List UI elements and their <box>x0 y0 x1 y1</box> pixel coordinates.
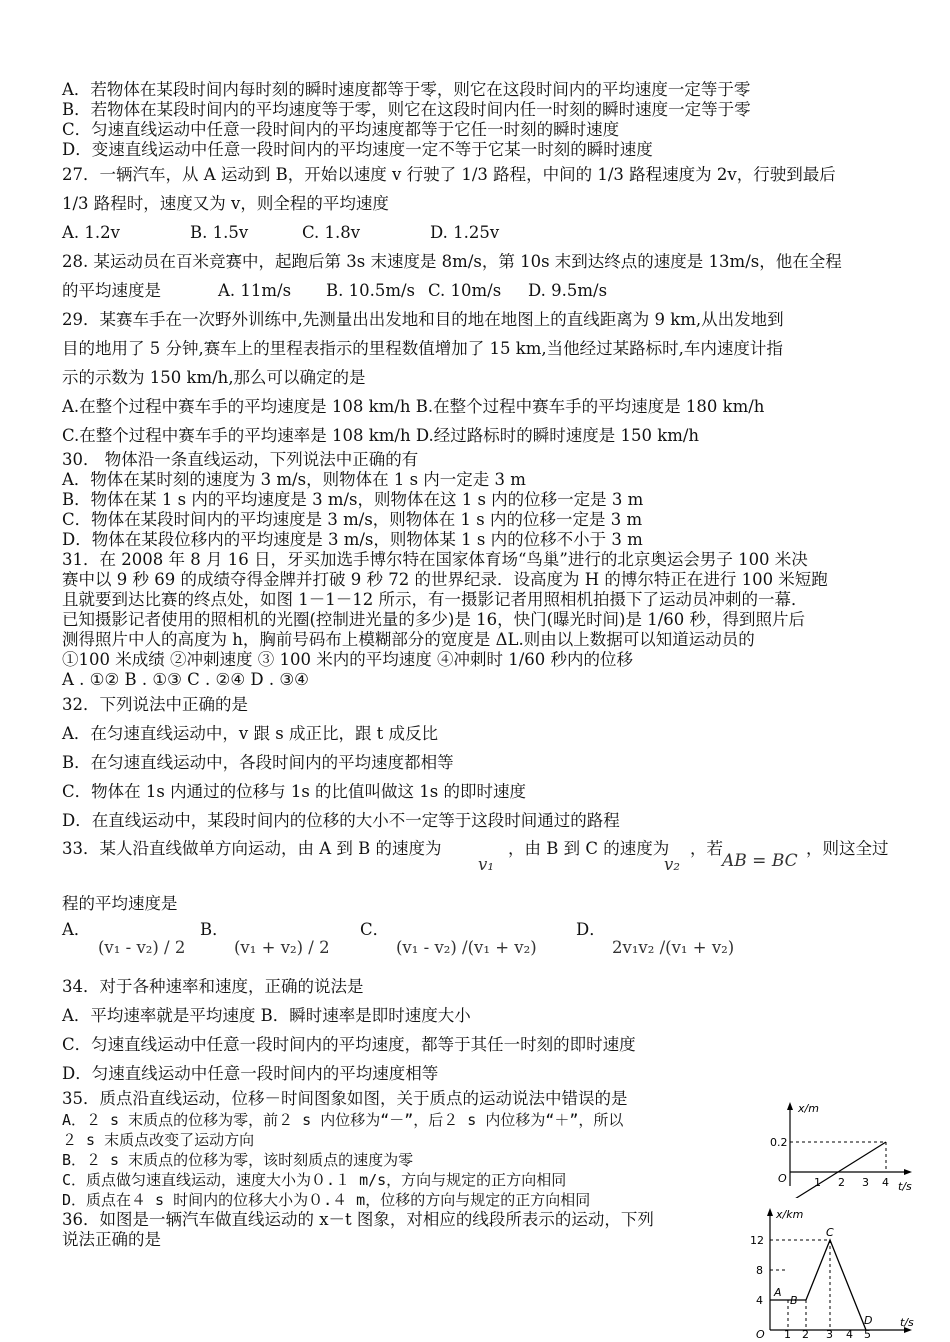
q30-option-d: D．物体在某段位移内的平均速度是 3 m/s，则物体某 1 s 内的位移不小于 3 m <box>62 530 643 549</box>
q32-option-a: A．在匀速直线运动中，v 跟 s 成正比，跟 t 成反比 <box>62 724 439 743</box>
q33-stem-2: 程的平均速度是 <box>62 894 178 913</box>
q30-option-a: A．物体在某时刻的速度为 3 m/s，则物体在 1 s 内一定走 3 m <box>62 470 526 489</box>
q36-tick-4: 4 <box>756 1294 763 1307</box>
q35-option-a-2: ２ s 末质点改变了运动方向 <box>62 1131 255 1149</box>
q35-y-arrow <box>787 1102 793 1110</box>
q32-option-b: B．在匀速直线运动中，各段时间内的平均速度都相等 <box>62 753 454 772</box>
q33-option-a: A． <box>62 920 91 939</box>
q35-tick-3: 3 <box>862 1176 869 1189</box>
q34-option-c: C．匀速直线运动中任意一段时间内的平均速度，都等于其任一时刻的即时速度 <box>62 1035 636 1054</box>
q27-stem-2: 1/3 路程时，速度又为 v，则全程的平均速度 <box>62 194 389 213</box>
q35-x-arrow <box>904 1169 912 1175</box>
q31-options: A . ①② B . ①③ C . ②④ D . ③④ <box>62 670 309 689</box>
q35-option-c: C．质点做匀速直线运动，速度大小为０.１ m/s，方向与规定的正方向相同 <box>62 1171 567 1189</box>
q35-tick-1: 1 <box>814 1176 821 1189</box>
q33-v2: v₂ <box>664 855 680 874</box>
q34-option-d: D．匀速直线运动中任意一段时间内的平均速度相等 <box>62 1064 439 1083</box>
q35-option-d: D．质点在４ s 时间内的位移大小为０.４ m，位移的方向与规定的正方向相同 <box>62 1191 591 1209</box>
q27-option-b: B. 1.5v <box>190 223 249 242</box>
q35-origin: O <box>778 1172 787 1185</box>
q36-tick-t3: 3 <box>826 1328 833 1340</box>
q35-option-a-1: A．２ s 末质点的位移为零，前２ s 内位移为“－”，后２ s 内位移为“＋”，所以 <box>62 1111 624 1129</box>
q26-option-d: D．变速直线运动中任意一段时间内的平均速度一定不等于它某一时刻的瞬时速度 <box>62 140 653 159</box>
q27-option-c: C. 1.8v <box>302 223 361 242</box>
q36-origin: O <box>756 1328 765 1340</box>
q32-option-c: C．物体在 1s 内通过的位移与 1s 的比值叫做这 1s 的即时速度 <box>62 782 526 801</box>
q33-option-c: C． <box>360 920 390 939</box>
q31-line-2: 赛中以 9 秒 69 的成绩夺得金牌并打破 9 秒 72 的世界纪录．设高度为 H 的博尔特正在进行 100 米短跑 <box>62 570 828 589</box>
q33-v1: v₁ <box>478 855 494 874</box>
q29-options-ab: A.在整个过程中赛车手的平均速度是 108 km/h B.在整个过程中赛车手的平均速度是 180 km/h <box>62 397 765 416</box>
q35-ylabel: x/m <box>798 1102 819 1115</box>
question-sheet <box>62 80 892 1250</box>
q27-stem-1: 27．一辆汽车，从 A 运动到 B，开始以速度 v 行驶了 1/3 路程，中间的 1/3 路程速度为 2v，行驶到最后 <box>62 165 836 184</box>
q33-option-b: B． <box>200 920 229 939</box>
q26-option-b: B．若物体在某段时间内的平均速度等于零，则它在这段时间内任一时刻的瞬时速度一定等于零 <box>62 100 751 119</box>
q36-graph <box>748 1204 928 1340</box>
q27-option-d: D. 1.25v <box>430 223 500 242</box>
q31-line-4: 已知摄影记者使用的照相机的光圈(控制进光量的多少)是 16，快门(曝光时间)是 1/60 秒，得到照片后 <box>62 610 806 629</box>
q26-option-a: A．若物体在某段时间内每时刻的瞬时速度都等于零，则它在这段时间内的平均速度一定等于零 <box>62 80 751 99</box>
q36-line-1: 36．如图是一辆汽车做直线运动的 x－t 图象，对相应的线段所表示的运动，下列 <box>62 1210 654 1229</box>
q36-line-2: 说法正确的是 <box>62 1230 161 1249</box>
q35-graph <box>770 1098 920 1198</box>
q28-option-c: C. 10m/s <box>428 281 502 300</box>
q33-stem-1: 33．某人沿直线做单方向运动，由 A 到 B 的速度为 v₁ ，由 B 到 C 的速度为 v₂ ，若 AB = BC ，则这全过 <box>62 839 889 874</box>
q36-tick-8: 8 <box>756 1264 763 1277</box>
q35-option-b: B．２ s 末质点的位移为零，该时刻质点的速度为零 <box>62 1151 414 1169</box>
q35-stem: 35．质点沿直线运动，位移－时间图象如图，关于质点的运动说法中错误的是 <box>62 1089 628 1108</box>
q35-tick-4: 4 <box>882 1176 889 1189</box>
q30-option-c: C．物体在某段时间内的平均速度是 3 m/s，则物体在 1 s 内的位移一定是 3 m <box>62 510 643 529</box>
q36-path <box>770 1240 866 1330</box>
q36-tick-12: 12 <box>750 1234 764 1247</box>
q28-option-b: B. 10.5m/s <box>326 281 416 300</box>
q36-ylabel: x/km <box>776 1208 804 1221</box>
q26-option-c: C．匀速直线运动中任意一段时间内的平均速度都等于它任一时刻的瞬时速度 <box>62 120 620 139</box>
q31-line-1: 31．在 2008 年 8 月 16 日，牙买加选手博尔特在国家体育场“鸟巢”进行的北京奥运会男子 100 米决 <box>62 550 808 569</box>
q34-stem: 34．对于各种速率和速度，正确的说法是 <box>62 977 364 996</box>
q30-stem: 30． 物体沿一条直线运动，下列说法中正确的有 <box>62 450 419 469</box>
q33-options: A． (v₁ - v₂) / 2 B． (v₁ + v₂) / 2 C． (v₁ - v₂) /(v₁ + v₂) D． 2v₁v₂ /(v₁ + v₂) <box>62 920 735 957</box>
q28-option-a: A. 11m/s <box>218 281 292 300</box>
q36-tick-t1: 1 <box>784 1328 791 1340</box>
q36-point-b: B <box>790 1294 798 1307</box>
q28-stem-1: 28. 某运动员在百米竞赛中，起跑后第 3s 末速度是 8m/s，第 10s 末到达终点的速度是 13m/s，他在全程 <box>62 252 842 271</box>
q29-stem-1: 29．某赛车手在一次野外训练中,先测量出出发地和目的地在地图上的直线距离为 9 km,从出发地到 <box>62 310 784 329</box>
q36-y-arrow <box>767 1208 773 1216</box>
q36-point-a: A <box>774 1286 782 1299</box>
q31-line-6: ①100 米成绩 ②冲刺速度 ③ 100 米内的平均速度 ④冲刺时 1/60 秒内的位移 <box>62 650 633 669</box>
q36-tick-t4: 4 <box>846 1328 853 1340</box>
q36-point-d: D <box>864 1314 873 1327</box>
q32-option-d: D．在直线运动中，某段时间内的位移的大小不一定等于这段时间通过的路程 <box>62 811 620 830</box>
q36-tick-t2: 2 <box>802 1328 809 1340</box>
q33-option-d: D． <box>576 920 606 939</box>
q35-line <box>790 1142 886 1198</box>
q36-tick-t5: 5 <box>864 1328 871 1340</box>
q29-stem-2: 目的地用了 5 分钟,赛车上的里程表指示的里程数值增加了 15 km,当他经过某路标时,车内速度计指 <box>62 339 783 358</box>
q36-xlabel: t/s <box>900 1316 914 1329</box>
q29-stem-3: 示的示数为 150 km/h,那么可以确定的是 <box>62 368 366 387</box>
q31-line-5: 测得照片中人的高度为 h，胸前号码布上模糊部分的宽度是 ΔL.则由以上数据可以知道运动员的 <box>62 630 755 649</box>
q34-options-ab: A．平均速率就是平均速度 B．瞬时速率是即时速度大小 <box>62 1006 471 1025</box>
q28-stem-2: 的平均速度是 A. 11m/s B. 10.5m/s C. 10m/s D. 9.5m/s <box>62 276 892 305</box>
q36-point-c: C <box>826 1226 834 1239</box>
q33-condition: AB = BC <box>722 851 798 871</box>
q35-xlabel: t/s <box>898 1180 912 1193</box>
q30-option-b: B．物体在某 1 s 内的平均速度是 3 m/s，则物体在这 1 s 内的位移一定是 3 m <box>62 490 644 509</box>
q29-options-cd: C.在整个过程中赛车手的平均速率是 108 km/h D.经过路标时的瞬时速度是 150 km/h <box>62 426 700 445</box>
q27-option-a: A. 1.2v <box>62 223 120 242</box>
q31-line-3: 且就要到达比赛的终点处，如图 1－1－12 所示，有一摄影记者用照相机拍摄下了运动员冲刺的一幕． <box>62 590 808 609</box>
q32-stem: 32．下列说法中正确的是 <box>62 695 248 714</box>
q35-tick-2: 2 <box>838 1176 845 1189</box>
q27-options <box>62 218 892 247</box>
q28-option-d: D. 9.5m/s <box>528 281 608 300</box>
q35-tick-y: 0.2 <box>770 1136 788 1149</box>
